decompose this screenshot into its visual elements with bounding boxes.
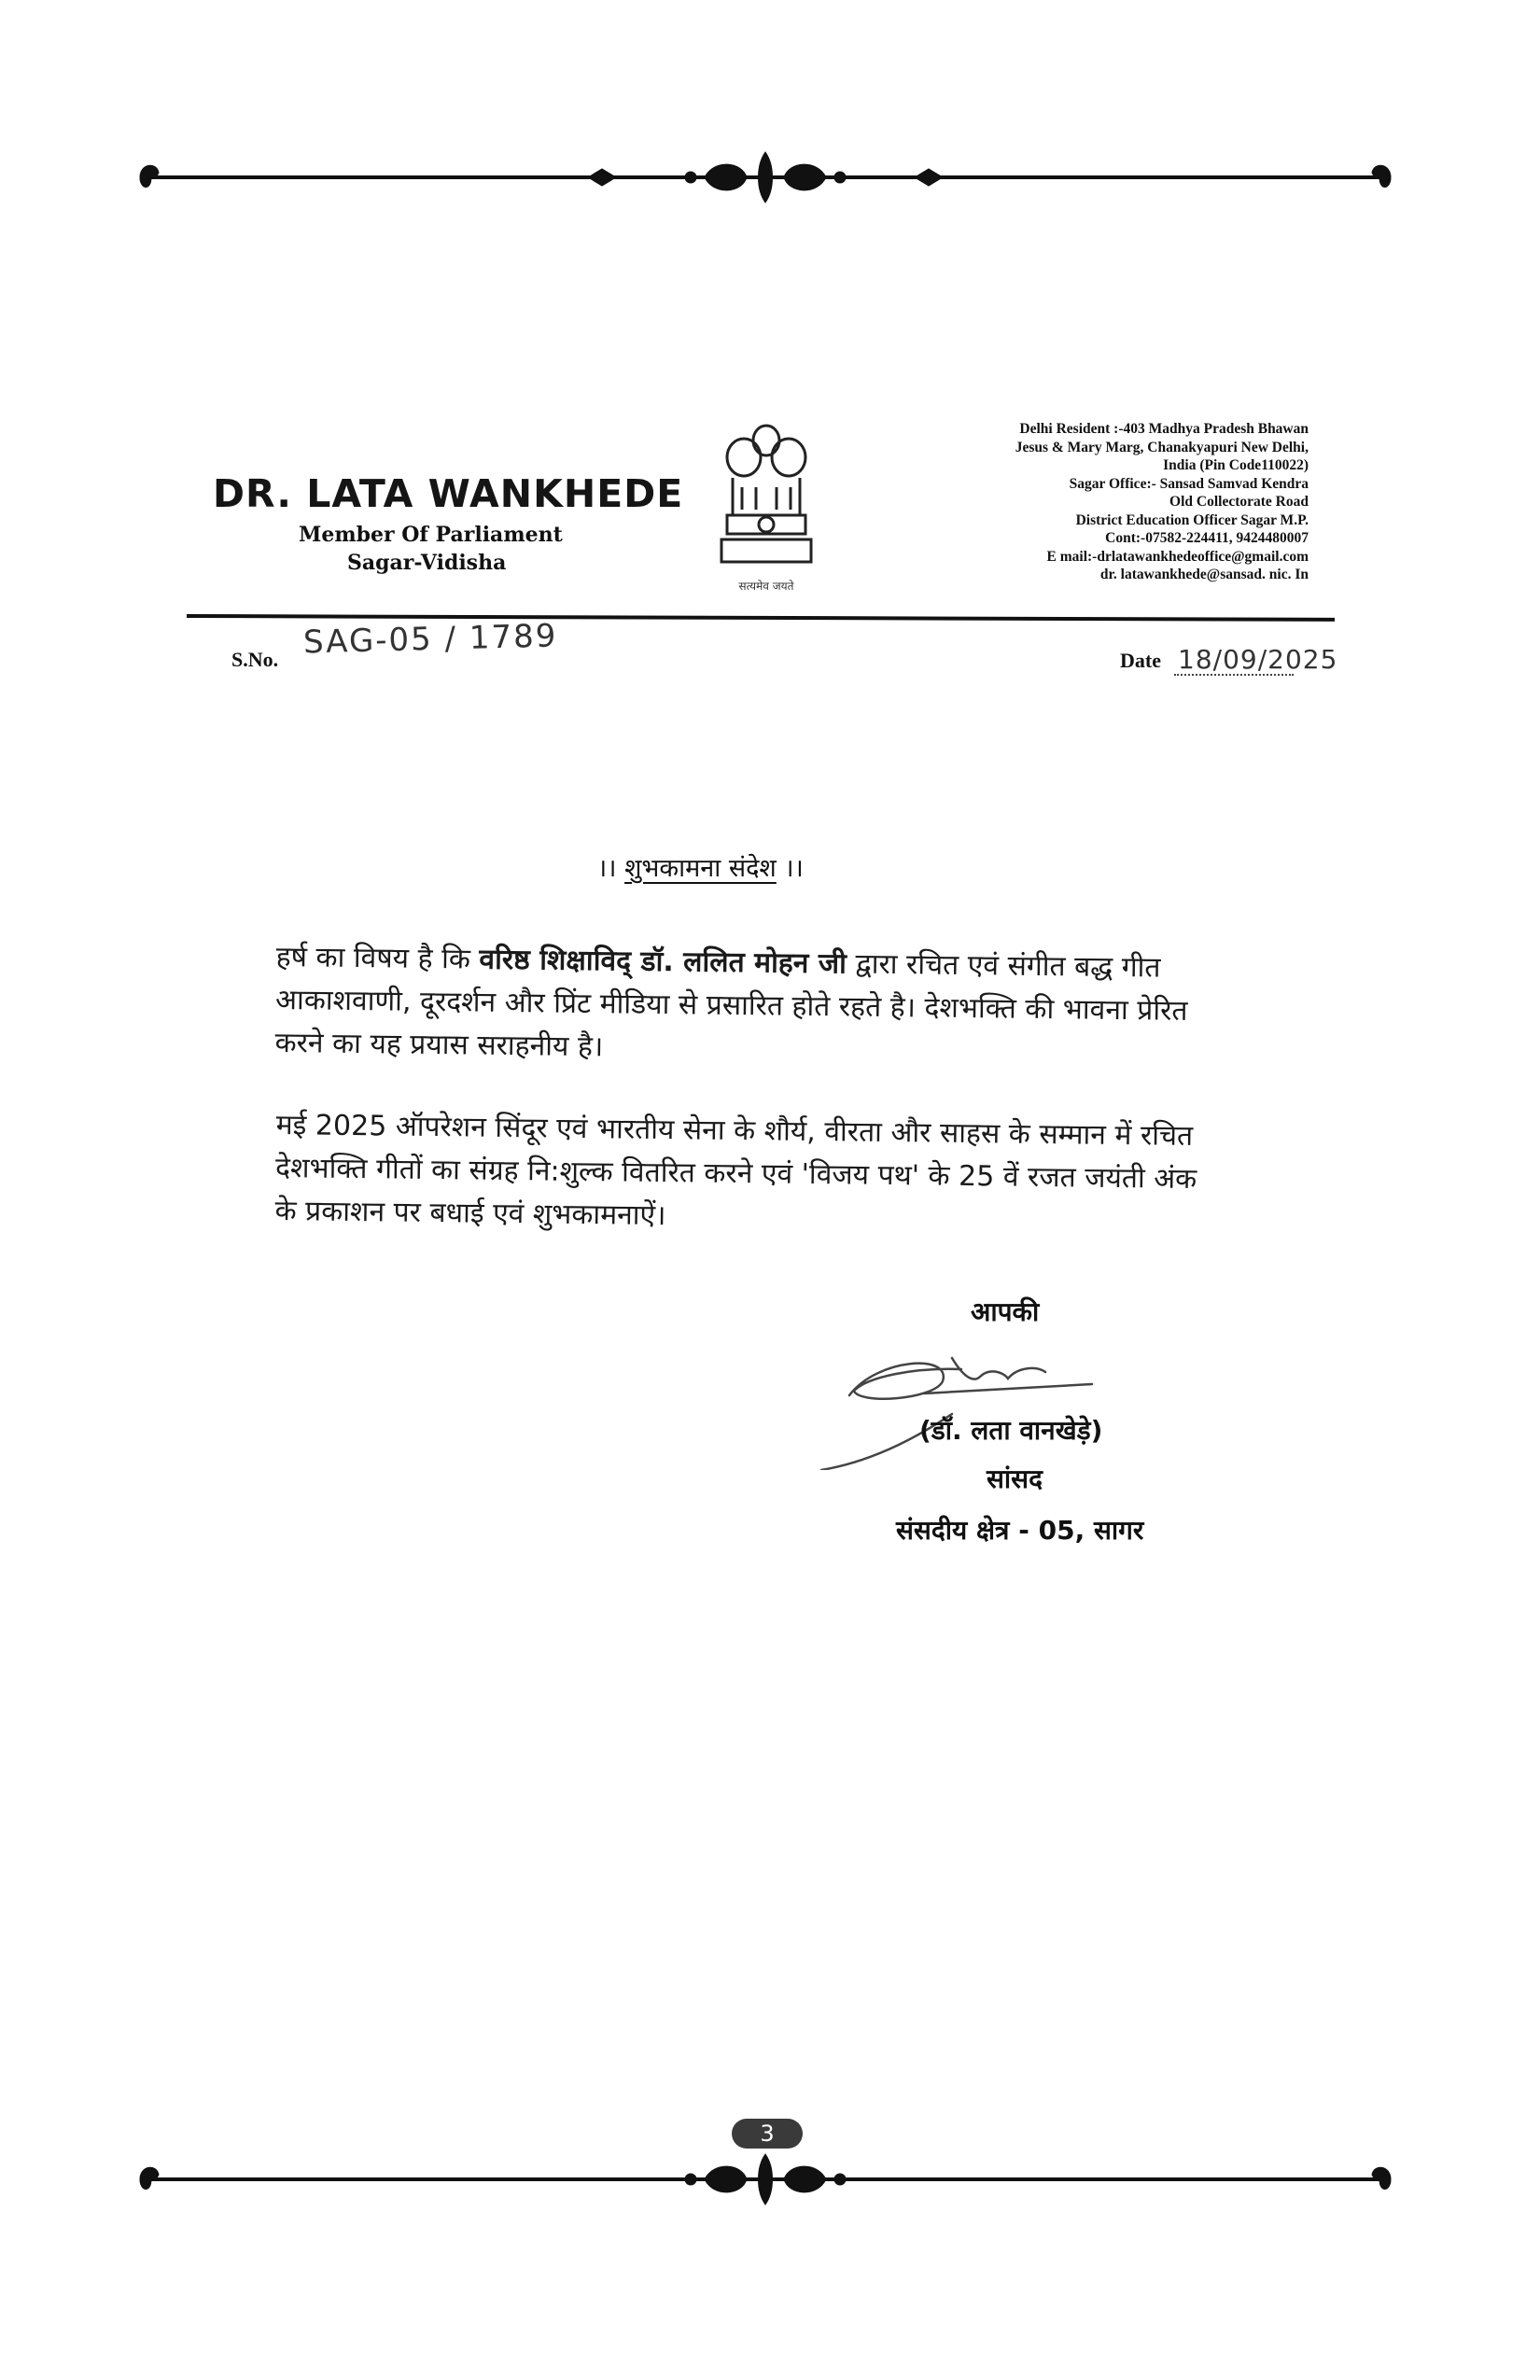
heading-right-mark: ।। <box>784 854 804 883</box>
address-line: E mail:-drlatawankhedeoffice@gmail.com <box>1046 548 1309 565</box>
letterhead-divider <box>187 614 1335 622</box>
signatory-name: (डॉ. लता वानखेड़े) <box>919 1415 1103 1446</box>
letterhead-constituency: Sagar-Vidisha <box>347 551 507 575</box>
letter-paragraph-1 <box>274 936 1200 1076</box>
address-line: Cont:-07582-224411, 9424480007 <box>1105 530 1309 546</box>
bottom-ornament-border <box>131 2147 1400 2212</box>
address-line: Old Collectorate Road <box>1169 494 1309 510</box>
page-number: 3 <box>732 2119 803 2149</box>
letterhead-name: DR. LATA WANKHEDE <box>213 471 684 516</box>
top-ornament-border <box>131 145 1400 210</box>
sno-label: S.No. <box>231 648 279 671</box>
date-value: 18/09/2025 <box>1178 644 1338 675</box>
heading-left-mark: ।। <box>597 854 617 883</box>
para1-before: हर्ष का विषय है कि <box>275 940 480 976</box>
letter-heading <box>597 849 804 884</box>
sno-value: SAG-05 / 1789 <box>302 617 558 662</box>
date-label: Date <box>1120 649 1161 672</box>
emblem-motto: सत्यमेव जयते <box>738 580 794 593</box>
handwritten-signature <box>812 1330 1101 1470</box>
address-line: India (Pin Code110022) <box>1163 457 1309 473</box>
signatory-title: सांसद <box>987 1463 1043 1494</box>
address-line: dr. latawankhede@sansad. nic. In <box>1099 567 1309 582</box>
address-line: Sagar Office:- Sansad Samvad Kendra <box>1069 475 1309 492</box>
letterhead-role: Member Of Parliament <box>299 523 563 547</box>
letter-paragraph-2: मई 2025 ऑपरेशन सिंदूर एवं भारतीय सेना के शौर्य, वीरता और साहस के सम्मान में रचित देशभक्ति गीतों का संग्रह नि:शुल्क वितरित करने एवं 'विजय पथ' के 25 वें रजत जयंती अंक के प्रकाशन पर बधाई एवं शुभकामनाऐं। <box>274 1108 1197 1233</box>
para1-bold-name: वरिष्ठ शिक्षाविद् डॉ. ललित मोहन जी <box>479 943 847 981</box>
address-line: Jesus & Mary Marg, Chanakyapuri New Delhi, <box>1015 439 1309 455</box>
address-line: District Education Officer Sagar M.P. <box>1075 511 1309 528</box>
closing-text: आपकी <box>971 1296 1040 1327</box>
para1-after: द्वारा रचित एवं संगीत बद्ध गीत आकाशवाणी, दूरदर्शन और प्रिंट मीडिया से प्रसारित होते रहते है। देशभक्ति की भावना प्रेरित करने का यह प्रयास सराहनीय है। <box>274 947 1188 1064</box>
address-line: Delhi Resident :-403 Madhya Pradesh Bhawan <box>1019 421 1309 437</box>
letterhead-address <box>870 420 1309 584</box>
national-emblem-icon <box>714 413 819 599</box>
date-dotted-line <box>1174 674 1294 676</box>
heading-title: शुभकामना संदेश <box>624 854 777 883</box>
signatory-constituency: संसदीय क्षेत्र - 05, सागर <box>896 1515 1144 1546</box>
